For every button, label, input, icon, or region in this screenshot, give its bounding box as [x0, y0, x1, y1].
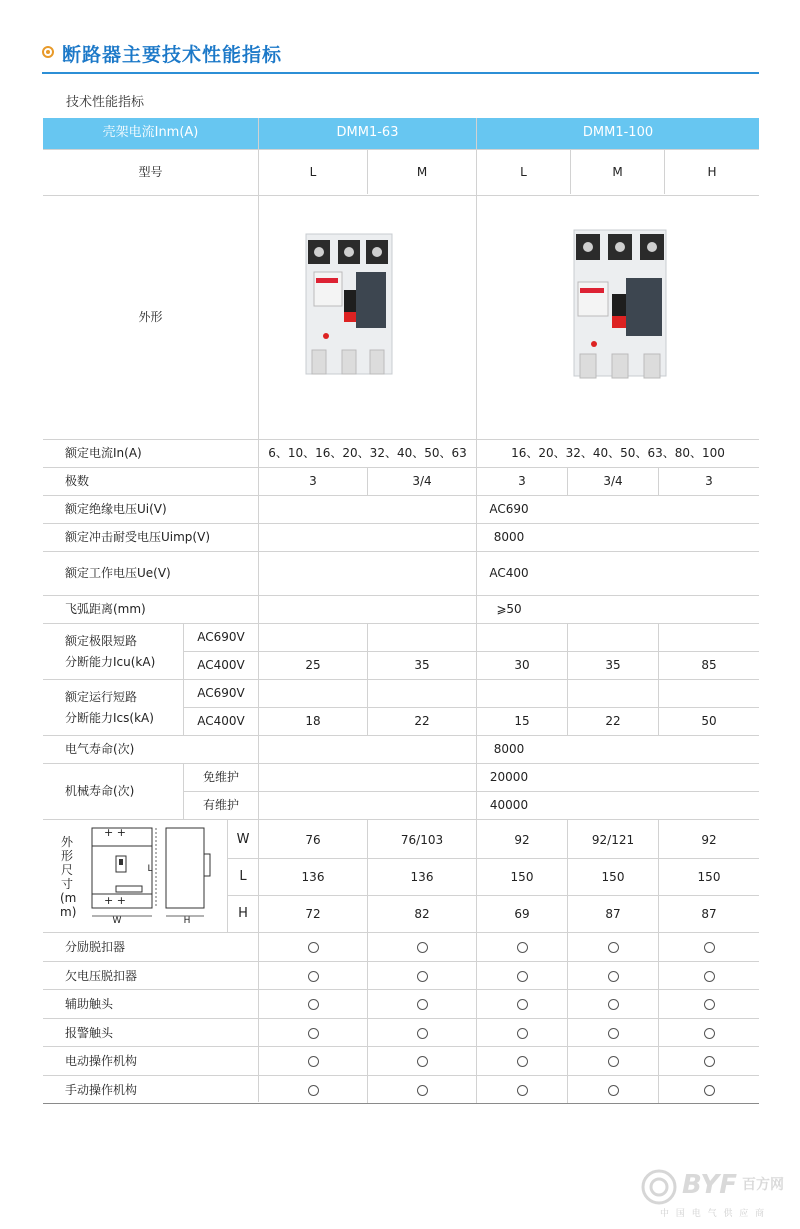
ics-ac690-label: AC690V [197, 686, 245, 700]
grid-line [567, 932, 568, 1103]
table-subtitle: 技术性能指标 [66, 95, 145, 110]
optional-circle-icon [608, 1085, 619, 1096]
optional-circle-icon [517, 1056, 528, 1067]
ics-value: 50 [701, 714, 717, 728]
optional-circle-icon [704, 999, 715, 1010]
rated-current-100: 16、20、32、40、50、63、80、100 [511, 446, 725, 460]
grid-line [183, 623, 184, 735]
accessory-option-cell [568, 962, 658, 990]
grid-line [43, 467, 759, 468]
grid-line [43, 1018, 759, 1019]
dim-value: 136 [410, 869, 434, 884]
grid-line [43, 1046, 759, 1047]
watermark-cn: 百方网 [742, 1177, 784, 1193]
rated-current-label: 额定电流In(A) [65, 446, 142, 460]
with-maintenance-value: 40000 [489, 798, 529, 812]
model-value: L [520, 165, 527, 179]
icu-value: 35 [414, 658, 430, 672]
section-header [42, 40, 759, 74]
optional-circle-icon [417, 999, 428, 1010]
grid-line [367, 623, 368, 735]
ics-value: 22 [414, 714, 430, 728]
icu-value: 85 [701, 658, 717, 672]
optional-circle-icon [417, 1056, 428, 1067]
accessory-option-cell [477, 1019, 567, 1047]
grid-line [227, 819, 228, 932]
maintenance-free-label: 免维护 [202, 770, 239, 784]
accessory-option-cell [368, 933, 476, 961]
diagram-plus-bottom: + + [104, 894, 126, 908]
accessory-option-cell [659, 990, 759, 1018]
dim-w-label: W [236, 831, 250, 847]
diagram-h-label: H [183, 916, 191, 927]
grid-line [228, 895, 759, 896]
grid-line [658, 467, 659, 495]
watermark-brand: BYF [682, 1170, 737, 1200]
electrical-life-label: 电气寿命(次) [65, 742, 135, 756]
optional-circle-icon [704, 971, 715, 982]
optional-circle-icon [417, 971, 428, 982]
appearance-label: 外形 [138, 310, 163, 324]
accessory-option-cell [259, 990, 367, 1018]
accessory-option-cell [568, 1047, 658, 1075]
diagram-l-label: L [147, 864, 153, 875]
accessory-option-cell [659, 1019, 759, 1047]
poles-value: 3 [705, 474, 713, 488]
accessory-label: 辅助触头 [65, 996, 114, 1011]
grid-line [43, 989, 759, 990]
dim-value: 92/121 [591, 832, 635, 847]
accessory-label: 分励脱扣器 [65, 939, 126, 954]
maintenance-free-value: 20000 [489, 770, 529, 784]
accessory-option-cell [368, 1047, 476, 1075]
accessory-option-cell [368, 1019, 476, 1047]
optional-circle-icon [608, 999, 619, 1010]
optional-circle-icon [308, 999, 319, 1010]
icu-ac400-label: AC400V [197, 658, 245, 672]
accessory-option-cell [568, 1076, 658, 1104]
accessory-option-cell [477, 1047, 567, 1075]
grid-line [184, 651, 759, 652]
dimension-diagram [86, 824, 226, 932]
dim-h-label: H [238, 905, 248, 921]
dmm1-100-breaker-image [568, 226, 672, 384]
accessory-option-cell [259, 962, 367, 990]
accessory-option-cell [477, 933, 567, 961]
model-label: 型号 [138, 165, 163, 179]
grid-line [367, 467, 368, 495]
rated-current-63: 6、10、16、20、32、40、50、63 [268, 446, 467, 460]
accessory-option-cell [259, 1047, 367, 1075]
grid-line [183, 763, 184, 819]
accessory-label: 电动操作机构 [65, 1053, 138, 1068]
optional-circle-icon [517, 971, 528, 982]
arc-distance-label: 飞弧距离(mm) [65, 602, 146, 616]
accessory-option-cell [259, 933, 367, 961]
uimp-value: 8000 [493, 530, 525, 544]
poles-value: 3/4 [603, 474, 623, 488]
model-value: M [416, 165, 428, 179]
dim-value: 87 [701, 906, 717, 921]
optional-circle-icon [417, 1028, 428, 1039]
dim-value: 87 [605, 906, 621, 921]
accessory-option-cell [477, 1076, 567, 1104]
icu-label-line1: 额定极限短路 [65, 633, 138, 648]
accessory-option-cell [659, 1047, 759, 1075]
grid-line [43, 679, 759, 680]
dim-value: 72 [305, 906, 321, 921]
target-bullet-icon [42, 46, 54, 58]
ue-label: 额定工作电压Ue(V) [65, 566, 171, 580]
accessory-option-cell [368, 1076, 476, 1104]
dim-value: 136 [301, 869, 325, 884]
ics-value: 18 [305, 714, 321, 728]
grid-line [43, 1103, 759, 1104]
uimp-label: 额定冲击耐受电压Uimp(V) [65, 530, 210, 544]
accessory-option-cell [659, 1076, 759, 1104]
dim-value: 150 [601, 869, 625, 884]
grid-line [658, 932, 659, 1103]
ics-label [43, 680, 183, 735]
dim-value: 76/103 [400, 832, 444, 847]
optional-circle-icon [517, 999, 528, 1010]
grid-line [367, 932, 368, 1103]
grid-line [228, 858, 759, 859]
grid-line [658, 819, 659, 932]
dmm1-63-header: DMM1-63 [259, 118, 476, 149]
ics-ac400-label: AC400V [197, 714, 245, 728]
optional-circle-icon [417, 942, 428, 953]
ue-value: AC400 [489, 566, 529, 580]
grid-line [43, 495, 759, 496]
mechanical-life-label: 机械寿命(次) [65, 784, 135, 798]
ics-value: 22 [605, 714, 621, 728]
icu-value: 35 [605, 658, 621, 672]
diagram-w-label: W [112, 916, 122, 927]
grid-line [43, 551, 759, 552]
accessory-option-cell [659, 962, 759, 990]
ics-label-line1: 额定运行短路 [65, 689, 138, 704]
grid-line [567, 819, 568, 932]
dim-value: 69 [514, 906, 530, 921]
frame-current-header: 壳架电流Inm(A) [43, 118, 258, 149]
optional-circle-icon [417, 1085, 428, 1096]
grid-line [43, 595, 759, 596]
dim-l-label: L [239, 868, 247, 884]
grid-line [43, 195, 759, 196]
grid-line [570, 149, 571, 194]
grid-line [43, 523, 759, 524]
optional-circle-icon [517, 1028, 528, 1039]
icu-ac690-label: AC690V [197, 630, 245, 644]
model-value: H [707, 165, 717, 179]
dmm1-63-breaker-image [300, 232, 400, 380]
optional-circle-icon [704, 1085, 715, 1096]
diagram-plus-top: + + [104, 826, 126, 840]
ui-value: AC690 [489, 502, 529, 516]
grid-line [367, 149, 368, 194]
icu-label-line2: 分断能力Icu(kA) [65, 654, 156, 669]
grid-line [258, 118, 259, 1102]
icu-value: 25 [305, 658, 321, 672]
accessory-option-cell [477, 990, 567, 1018]
grid-line [43, 1075, 759, 1076]
page-title: 断路器主要技术性能指标 [62, 44, 283, 66]
poles-value: 3 [518, 474, 526, 488]
optional-circle-icon [608, 1028, 619, 1039]
poles-label: 极数 [65, 474, 90, 488]
dim-value: 92 [701, 832, 717, 847]
optional-circle-icon [308, 971, 319, 982]
ics-value: 15 [514, 714, 530, 728]
accessory-label: 手动操作机构 [65, 1082, 138, 1097]
dim-value: 150 [697, 869, 721, 884]
dim-value: 76 [305, 832, 321, 847]
grid-line [43, 149, 759, 150]
watermark [640, 1166, 790, 1221]
accessory-option-cell [568, 1019, 658, 1047]
optional-circle-icon [517, 942, 528, 953]
accessory-option-cell [659, 933, 759, 961]
optional-circle-icon [608, 1056, 619, 1067]
accessory-option-cell [368, 962, 476, 990]
optional-circle-icon [308, 1056, 319, 1067]
grid-line [43, 961, 759, 962]
optional-circle-icon [608, 971, 619, 982]
model-value: L [309, 165, 317, 179]
icu-value: 30 [514, 658, 530, 672]
accessory-option-cell [259, 1076, 367, 1104]
grid-line [43, 819, 759, 820]
dimensions-label [52, 822, 82, 932]
accessory-option-cell [259, 1019, 367, 1047]
grid-line [664, 149, 665, 194]
grid-line [658, 623, 659, 735]
dim-value: 92 [514, 832, 530, 847]
accessory-option-cell [568, 990, 658, 1018]
dim-value: 82 [414, 906, 430, 921]
optional-circle-icon [704, 942, 715, 953]
optional-circle-icon [517, 1085, 528, 1096]
optional-circle-icon [308, 1085, 319, 1096]
grid-line [367, 819, 368, 932]
optional-circle-icon [308, 1028, 319, 1039]
optional-circle-icon [704, 1056, 715, 1067]
accessory-label: 报警触头 [65, 1025, 114, 1040]
poles-value: 3 [309, 474, 317, 488]
icu-label [43, 624, 183, 679]
poles-value: 3/4 [412, 474, 432, 488]
arc-distance-value: ⩾50 [496, 602, 522, 616]
watermark-sub: 中 国 电 气 供 应 商 [660, 1209, 767, 1219]
model-value: M [612, 165, 623, 179]
grid-line [43, 623, 759, 624]
dmm1-100-header: DMM1-100 [477, 118, 759, 149]
optional-circle-icon [704, 1028, 715, 1039]
grid-line [184, 707, 759, 708]
ics-label-line2: 分断能力Ics(kA) [65, 710, 154, 725]
watermark-logo-icon [640, 1168, 678, 1206]
dimensions-label-text: 外形尺寸(mm) [60, 835, 77, 919]
optional-circle-icon [308, 942, 319, 953]
grid-line [476, 118, 477, 1103]
dim-value: 150 [510, 869, 534, 884]
grid-line [43, 439, 759, 440]
electrical-life-value: 8000 [493, 742, 525, 756]
grid-line [43, 763, 759, 764]
accessory-option-cell [568, 933, 658, 961]
optional-circle-icon [608, 942, 619, 953]
grid-line [567, 623, 568, 735]
accessory-option-cell [477, 962, 567, 990]
accessory-label: 欠电压脱扣器 [65, 968, 138, 983]
with-maintenance-label: 有维护 [202, 798, 239, 812]
grid-line [43, 932, 759, 933]
grid-line [567, 467, 568, 495]
grid-line [184, 791, 759, 792]
ui-label: 额定绝缘电压Ui(V) [65, 502, 167, 516]
accessory-option-cell [368, 990, 476, 1018]
grid-line [43, 735, 759, 736]
